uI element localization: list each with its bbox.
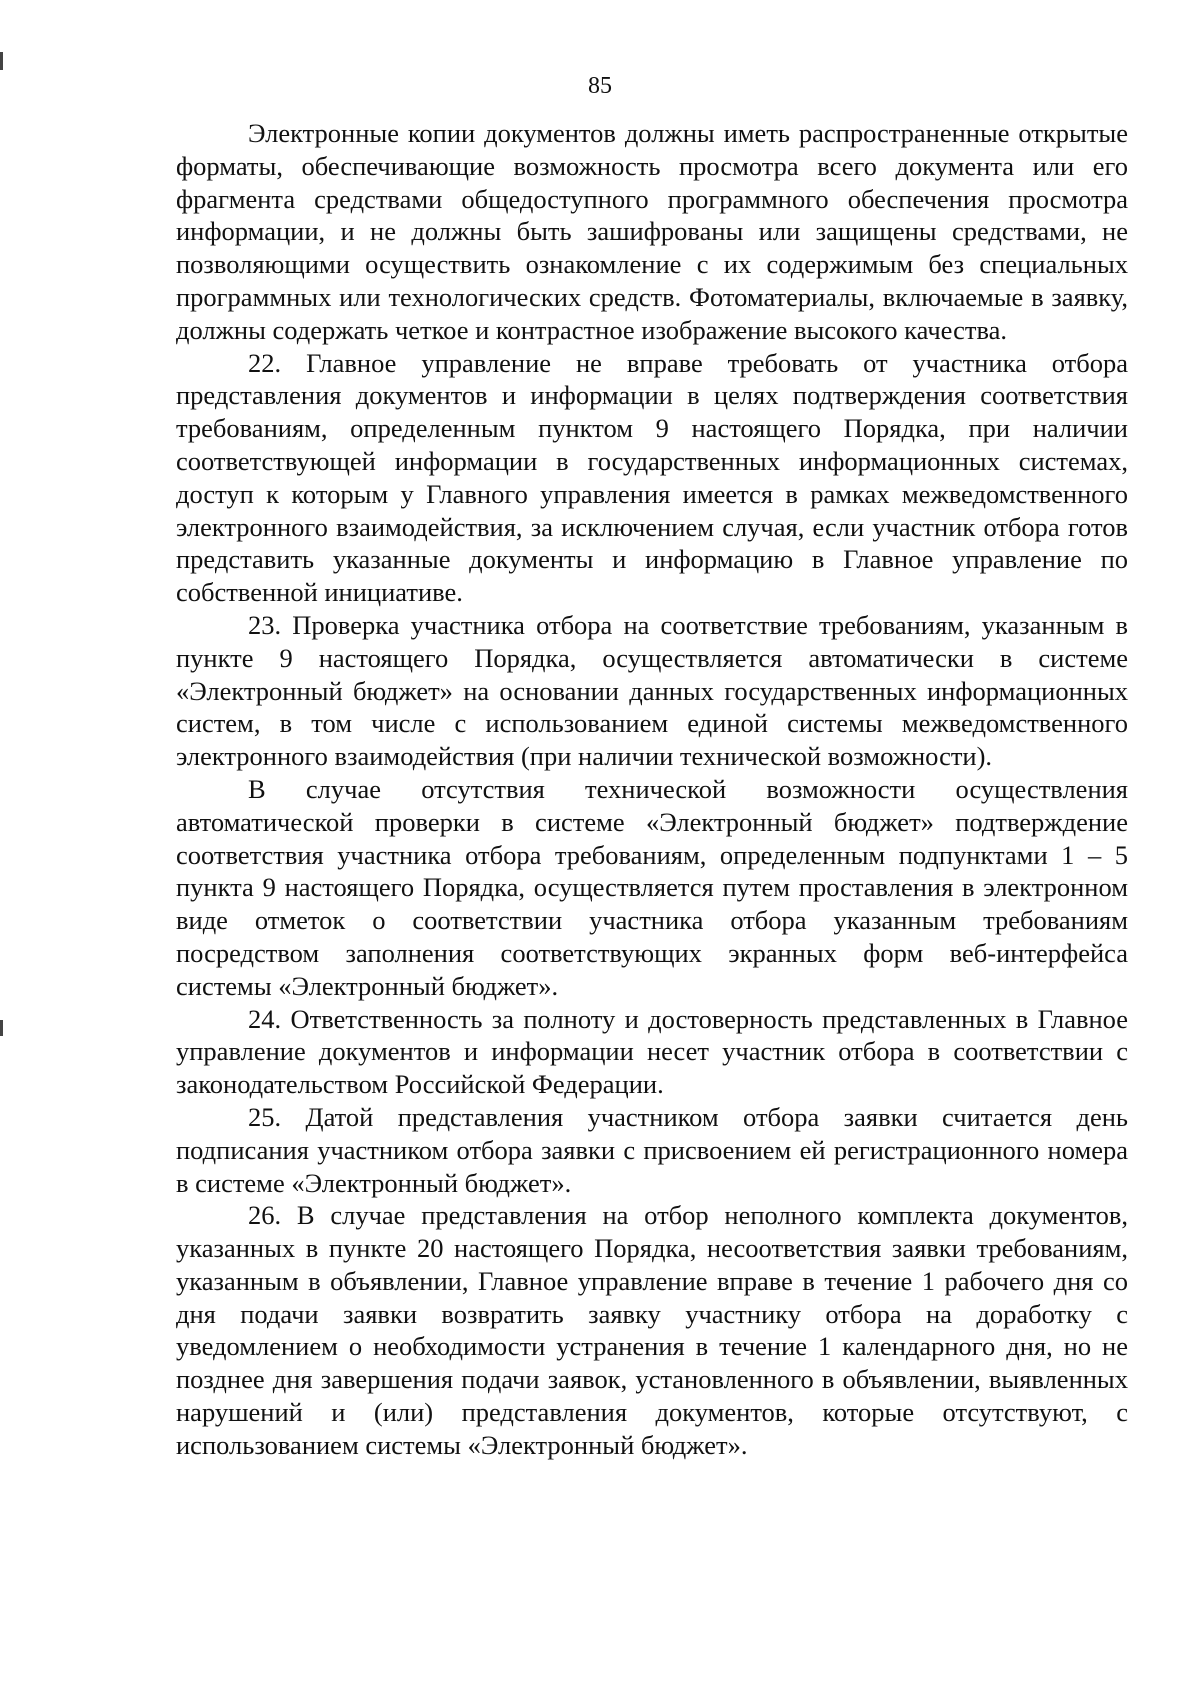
paragraph-25: 25. Датой представления участником отбора заявки считается день подписания участником отбора заявки с присвоением ей регистрационного номера в системе «Электронный бюджет». (176, 1101, 1128, 1198)
scan-edge-mark (0, 1020, 3, 1036)
paragraph-23: 23. Проверка участника отбора на соответствие требованиям, указанным в пункте 9 настоящего Порядка, осуществляется автоматически в системе «Электронный бюджет» на основании данных государственных информационных систем, в том числе с использованием единой системы межведомственного электронного взаимодействия (при наличии технической возможности). (176, 609, 1128, 772)
scan-edge-mark (0, 52, 3, 70)
document-body (176, 117, 1128, 1462)
page-number: 85 (588, 73, 612, 99)
paragraph-23-continued: В случае отсутствия технической возможности осуществления автоматической проверки в системе «Электронный бюджет» подтверждение соответствия участника отбора требованиям, определенным подпунктами 1 – 5 пункта 9 настоящего Порядка, осуществляется путем проставления в электронном виде отметок о соответствии участника отбора указанным требованиям посредством заполнения соответствующих экранных форм веб-интерфейса системы «Электронный бюджет». (176, 773, 1128, 1001)
paragraph-22: 22. Главное управление не вправе требовать от участника отбора представления документов и информации в целях подтверждения соответствия требованиям, определенным пунктом 9 настоящего Порядка, при наличии соответствующей информации в государственных информационных системах, доступ к которым у Главного управления имеется в рамках межведомственного электронного взаимодействия, за исключением случая, если участник отбора готов представить указанные документы и информацию в Главное управление по собственной инициативе. (176, 347, 1128, 608)
paragraph-26: 26. В случае представления на отбор неполного комплекта документов, указанных в пункте 20 настоящего Порядка, несоответствия заявки требованиям, указанным в объявлении, Главное управление вправе в течение 1 рабочего дня со дня подачи заявки возвратить заявку участнику отбора на доработку с уведомлением о необходимости устранения в течение 1 календарного дня, но не позднее дня завершения подачи заявок, установленного в объявлении, выявленных нарушений и (или) представления документов, которые отсутствуют, с использованием системы «Электронный бюджет». (176, 1200, 1128, 1460)
paragraph-electronic-copies: Электронные копии документов должны иметь распространенные открытые форматы, обеспечивающие возможность просмотра всего документа или его фрагмента средствами общедоступного программного обеспечения просмотра информации, и не должны быть зашифрованы или защищены средствами, не позволяющими осуществить ознакомление с их содержимым без специальных программных или технологических средств. Фотоматериалы, включаемые в заявку, должны содержать четкое и контрастное изображение высокого качества. (176, 118, 1128, 345)
paragraph-24: 24. Ответственность за полноту и достоверность представленных в Главное управление документов и информации несет участник отбора в соответствии с законодательством Российской Федерации. (176, 1003, 1128, 1100)
